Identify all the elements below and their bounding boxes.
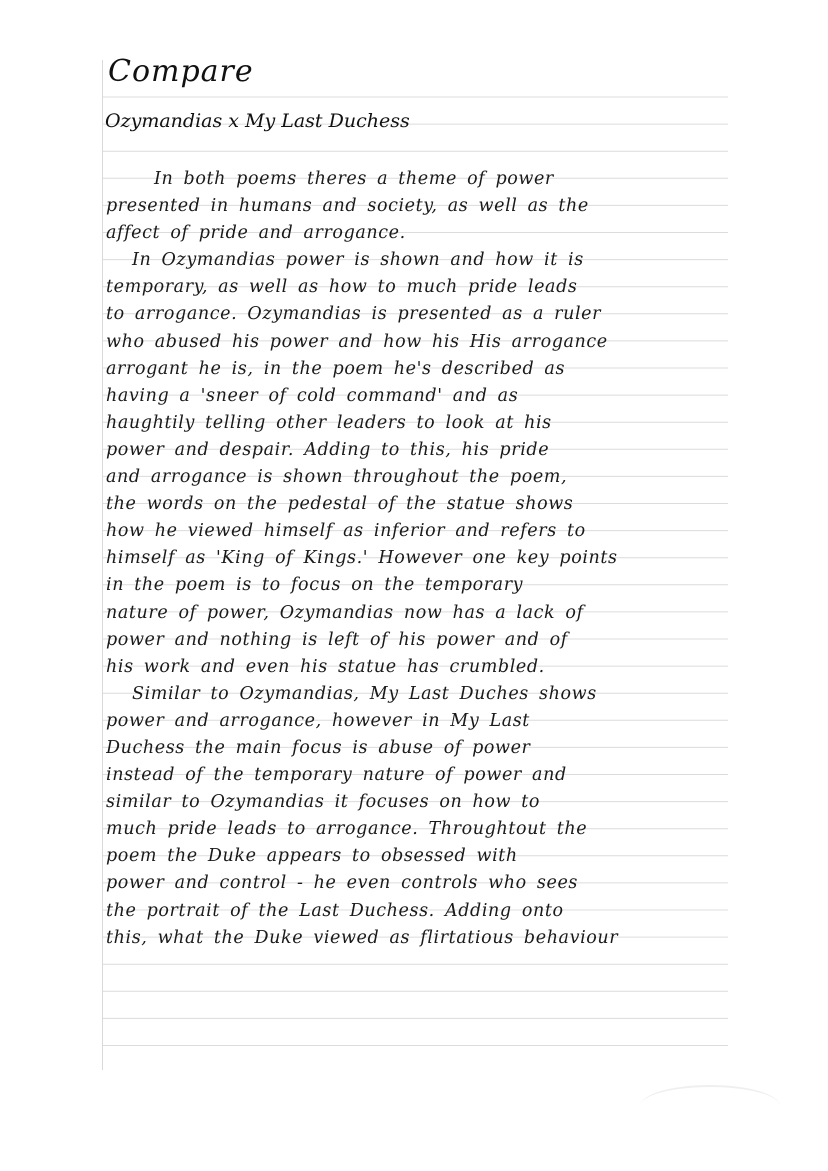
essay-line: temporary, as well as how to much pride leads: [106, 277, 578, 298]
essay-line: similar to Ozymandias it focuses on how to: [106, 792, 541, 813]
paper-smudge: [640, 1085, 780, 1127]
essay-line: how he viewed himself as inferior and refers to: [106, 521, 586, 542]
page-title: Compare: [108, 54, 254, 89]
essay-line: arrogant he is, in the poem he's described as: [106, 358, 566, 379]
essay-line: poem the Duke appears to obsessed with: [106, 846, 518, 867]
essay-line: power and arrogance, however in My Last: [106, 710, 530, 731]
margin-line: [102, 60, 103, 1070]
essay-line: his work and even his statue has crumbled.: [106, 656, 545, 677]
essay-line: power and nothing is left of his power and of: [106, 629, 568, 650]
page-subtitle: Ozymandias x My Last Duchess: [105, 110, 410, 132]
essay-line: Duchess the main focus is abuse of power: [106, 737, 531, 758]
essay-line: himself as 'King of Kings.' However one key points: [106, 548, 618, 569]
essay-line: instead of the temporary nature of power and: [106, 765, 567, 786]
essay-line: to arrogance. Ozymandias is presented as a ruler: [106, 304, 602, 325]
essay-line: much pride leads to arrogance. Throughtout the: [106, 819, 588, 840]
essay-line: in the poem is to focus on the temporary: [106, 575, 524, 596]
essay-line: this, what the Duke viewed as flirtatious behaviour: [106, 927, 619, 948]
essay-line: the words on the pedestal of the statue shows: [106, 494, 574, 515]
essay-line: nature of power, Ozymandias now has a lack of: [106, 602, 584, 623]
essay-line: having a 'sneer of cold command' and as: [106, 385, 519, 406]
essay-line: In both poems theres a theme of power: [154, 169, 554, 189]
essay-line: and arrogance is shown throughout the poem,: [106, 467, 568, 488]
essay-line: power and control - he even controls who sees: [106, 873, 578, 894]
essay-line: the portrait of the Last Duchess. Adding onto: [106, 900, 564, 921]
essay-line: presented in humans and society, as well as the: [106, 196, 589, 217]
essay-line: Similar to Ozymandias, My Last Duches shows: [132, 683, 597, 704]
essay-line: haughtily telling other leaders to look at his: [106, 412, 552, 433]
essay-line: In Ozymandias power is shown and how it is: [132, 250, 584, 271]
essay-line: who abused his power and how his His arrogance: [106, 331, 608, 352]
essay-line: affect of pride and arrogance.: [106, 223, 406, 244]
essay-line: power and despair. Adding to this, his pride: [106, 439, 550, 460]
handwritten-essay: [106, 166, 726, 952]
